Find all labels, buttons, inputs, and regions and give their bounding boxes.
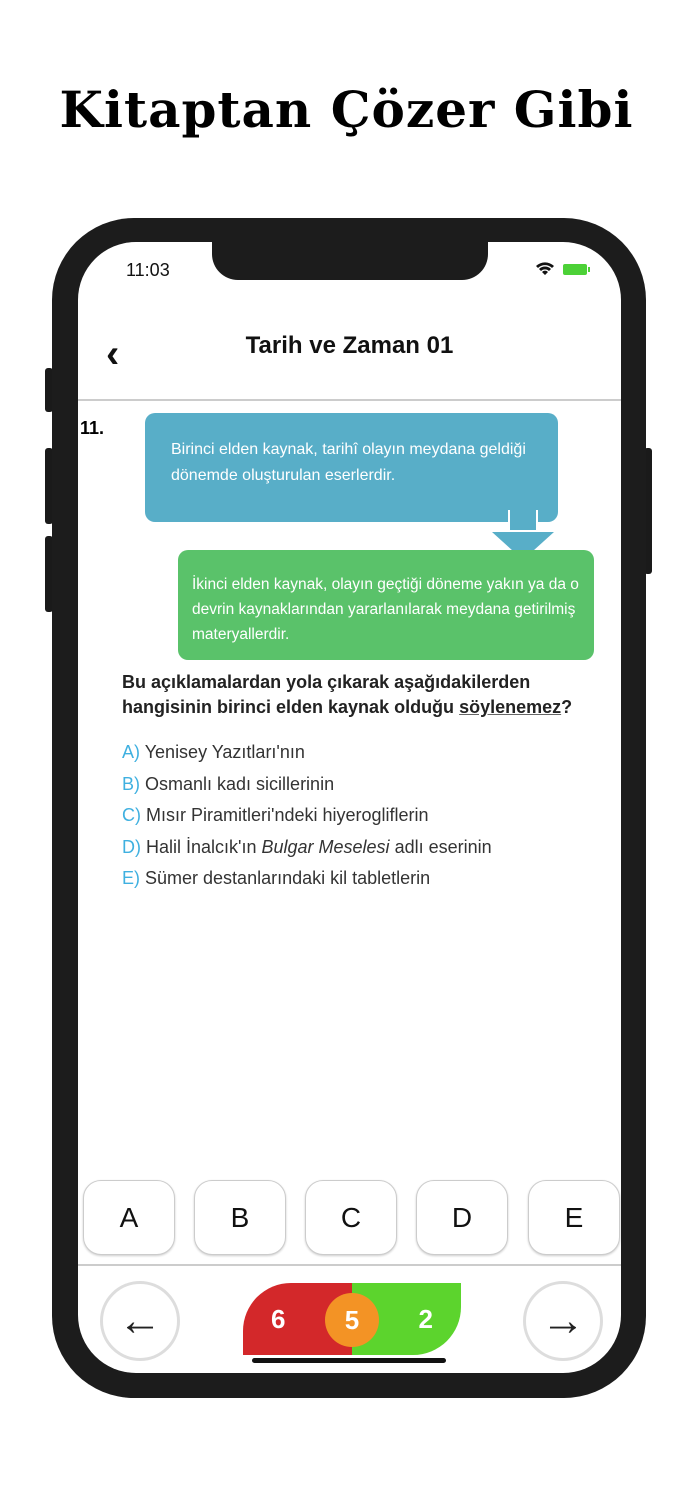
next-question-button[interactable]: → [523,1281,603,1361]
answer-d-button[interactable]: D [416,1180,508,1255]
question-number: 11. [80,418,105,438]
question-stem: Bu açıklamalardan yola çıkarak aşağıdakilerden hangisinin birinci elden kaynak olduğu söylenemez? [122,672,573,717]
option-d: D) Halil İnalcık'ın Bulgar Meselesi adlı eserinin [122,836,492,857]
info-box-primary: Birinci elden kaynak, tarihî olayın meydana geldiği dönemde oluşturulan eserlerdir. [145,413,558,522]
answer-e-button[interactable]: E [528,1180,620,1255]
option-a: A) Yenisey Yazıtları'nın [122,742,305,762]
app-screen [78,242,621,1373]
page-title: Tarih ve Zaman 01 [245,332,454,359]
battery-icon [563,264,587,275]
option-c: C) Mısır Piramitleri'ndeki hiyerogliflerin [122,805,429,825]
previous-question-button[interactable]: ← [100,1281,180,1361]
status-icons [535,262,587,276]
option-b: B) Osmanlı kadı sicillerinin [122,773,335,794]
header-divider [78,399,621,401]
answer-a-button[interactable]: A [83,1180,175,1255]
answer-c-button[interactable]: C [305,1180,397,1255]
notch [212,242,488,280]
info-box-secondary: İkinci elden kaynak, olayın geçtiği döneme yakın ya da o devrin kaynaklarından yararlanılarak meydana getirilmiş materyallerdir. [178,550,594,660]
option-list [122,737,492,895]
wifi-icon [535,262,555,276]
empty-count: 5 [325,1293,379,1347]
footer-divider [78,1264,621,1266]
status-time: 11:03 [126,260,170,280]
answer-b-button[interactable]: B [194,1180,286,1255]
score-summary [243,1283,461,1355]
wrong-count: 6 [243,1283,352,1355]
back-button[interactable]: ‹ [106,332,120,376]
correct-count: 2 [352,1283,461,1355]
home-indicator [252,1358,446,1363]
promo-headline: Kitaptan Çözer Gibi [59,80,634,139]
option-e: E) Sümer destanlarındaki kil tabletlerin [122,868,431,888]
